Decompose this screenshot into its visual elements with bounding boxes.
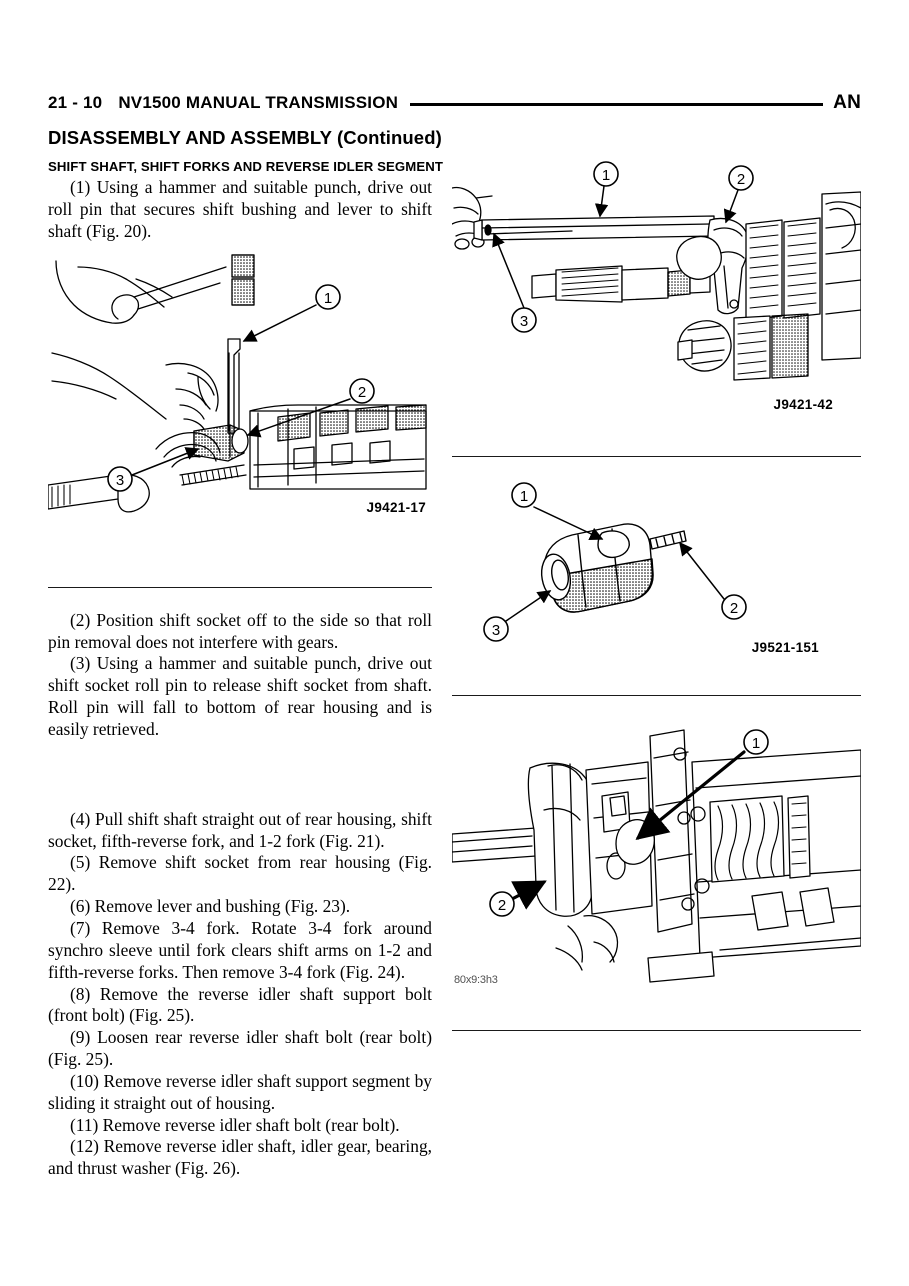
right-divider-3 xyxy=(452,1030,861,1031)
figure-20-callout-1 xyxy=(316,285,340,309)
figure-20-illustration xyxy=(48,253,432,521)
figure-23 xyxy=(452,710,861,988)
svg-text:1: 1 xyxy=(323,289,333,307)
svg-text:3: 3 xyxy=(519,313,529,330)
svg-text:1: 1 xyxy=(519,488,529,505)
step-1-text: (1) Using a hammer and suitable punch, drive out roll pin that secures shift bushing and lever to shift shaft (Fig. 20). xyxy=(48,177,432,241)
svg-text:2: 2 xyxy=(357,383,367,401)
figure-23-illustration xyxy=(452,710,861,988)
left-divider-1 xyxy=(48,587,432,588)
figure-20 xyxy=(48,253,432,521)
svg-text:3: 3 xyxy=(491,622,501,639)
section-title: DISASSEMBLY AND ASSEMBLY (Continued) xyxy=(48,127,442,148)
figure-22-illustration xyxy=(452,473,861,651)
svg-text:2: 2 xyxy=(736,171,746,188)
figure-20-callout-3 xyxy=(108,467,132,491)
step-5-text: (5) Remove shift socket from rear housing (Fig. 22). xyxy=(48,852,432,895)
step-11-text: (11) Remove reverse idler shaft bolt (rear bolt). xyxy=(70,1114,400,1135)
figure-20-caption: J9421-17 xyxy=(366,499,426,515)
page-folio: 21 - 10 xyxy=(48,93,103,112)
figure-21-callout-2 xyxy=(729,166,753,190)
step-7-text: (7) Remove 3-4 fork. Rotate 3-4 fork around synchro sleeve until fork clears shift arms on 1-2 and fifth-reverse forks. Then remove 3-4 fork (Fig. 24). xyxy=(48,917,432,982)
svg-text:3: 3 xyxy=(115,471,125,489)
figure-21-callout-1 xyxy=(594,162,618,186)
header-rule xyxy=(410,103,823,106)
figure-23-caption: 80x9:3h3 xyxy=(454,974,498,986)
manual-title: NV1500 MANUAL TRANSMISSION xyxy=(118,93,399,112)
book-code: AN xyxy=(833,92,861,113)
figure-23-callout-1 xyxy=(744,730,768,754)
svg-text:2: 2 xyxy=(729,600,739,617)
figure-22-callout-3 xyxy=(484,617,508,641)
figure-21 xyxy=(452,158,861,412)
step-3-text: (3) Using a hammer and suitable punch, drive out shift socket roll pin to release shift socket from shaft. Roll pin will fall to bottom of rear housing and is easily retrieved. xyxy=(48,653,432,739)
figure-23-callout-2 xyxy=(490,892,514,916)
svg-text:1: 1 xyxy=(601,167,611,184)
figure-21-callout-3 xyxy=(512,308,536,332)
right-divider-2 xyxy=(452,695,861,696)
figure-22-callout-2 xyxy=(722,595,746,619)
step-10-text: (10) Remove reverse idler shaft support segment by sliding it straight out of housing. xyxy=(48,1070,432,1113)
figure-21-illustration xyxy=(452,158,861,398)
step-4-text: (4) Pull shift shaft straight out of rear housing, shift socket, fifth-reverse fork, and 1-2 fork (Fig. 21). xyxy=(48,808,432,851)
page-header xyxy=(48,90,861,116)
right-divider-1 xyxy=(452,456,861,457)
figure-21-caption: J9421-42 xyxy=(773,397,833,412)
figure-22-caption: J9521-151 xyxy=(751,640,819,655)
step-12-text: (12) Remove reverse idler shaft, idler gear, bearing, and thrust washer (Fig. 26). xyxy=(48,1136,432,1179)
procedure-subhead: SHIFT SHAFT, SHIFT FORKS AND REVERSE IDLER SEGMENT xyxy=(48,159,444,174)
step-9-text: (9) Loosen rear reverse idler shaft bolt (rear bolt) (Fig. 25). xyxy=(48,1027,432,1070)
right-column xyxy=(452,158,861,1031)
step-8-text: (8) Remove the reverse idler shaft support bolt (front bolt) (Fig. 25). xyxy=(48,983,432,1026)
figure-20-callout-2 xyxy=(350,379,374,403)
svg-text:2: 2 xyxy=(497,897,507,914)
figure-22-callout-1 xyxy=(512,483,536,507)
step-2-text: (2) Position shift socket off to the side so that roll pin removal does not interfere with gears. xyxy=(48,609,432,652)
figure-22 xyxy=(452,473,861,655)
svg-text:1: 1 xyxy=(751,735,761,752)
left-column xyxy=(48,158,444,1180)
step-6-text: (6) Remove lever and bushing (Fig. 23). xyxy=(70,896,351,917)
